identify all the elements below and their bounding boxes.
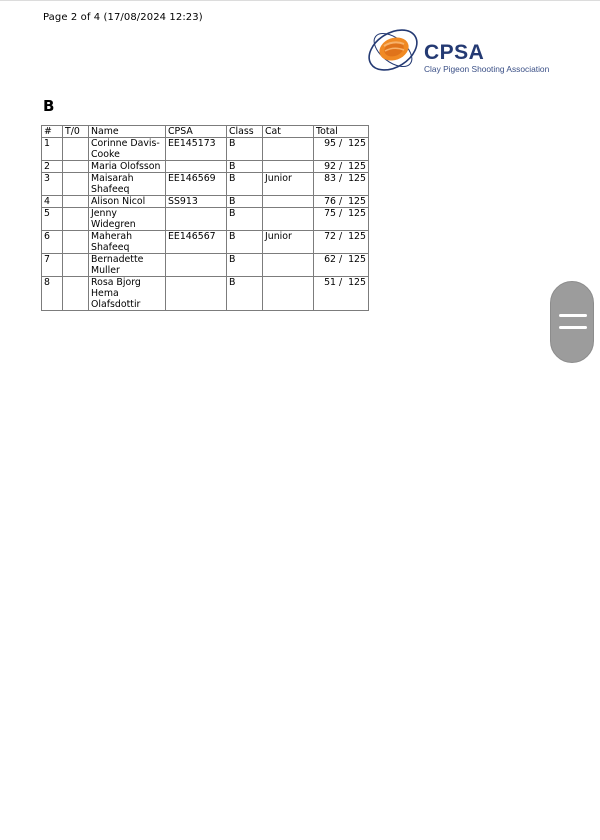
cell-cat: Junior <box>263 231 314 254</box>
cell-cpsa: EE146569 <box>166 173 227 196</box>
cell-position: 3 <box>42 173 63 196</box>
table-row <box>42 231 369 254</box>
results-table <box>41 125 369 311</box>
cell-to <box>63 138 89 161</box>
cell-position: 8 <box>42 277 63 311</box>
cell-total: 75 / 125 <box>314 208 369 231</box>
cell-total: 62 / 125 <box>314 254 369 277</box>
column-header-position: # <box>42 126 63 138</box>
cell-cat <box>263 254 314 277</box>
section-title: B <box>43 97 55 115</box>
cell-cpsa: SS913 <box>166 196 227 208</box>
table-row <box>42 254 369 277</box>
cell-name: Maisarah Shafeeq <box>89 173 166 196</box>
cell-position: 6 <box>42 231 63 254</box>
page-top-border <box>0 0 600 1</box>
page-header: Page 2 of 4 (17/08/2024 12:23) <box>43 12 203 23</box>
cell-name: Bernadette Muller <box>89 254 166 277</box>
cell-class: B <box>227 208 263 231</box>
cell-name: Jenny Widegren <box>89 208 166 231</box>
column-header-class: Class <box>227 126 263 138</box>
cell-name: Rosa Bjorg Hema Olafsdottir <box>89 277 166 311</box>
cell-cat <box>263 277 314 311</box>
logo-wordmark: CPSA <box>424 41 485 64</box>
table-row <box>42 196 369 208</box>
table-row <box>42 208 369 231</box>
drag-handle-bar <box>559 326 587 329</box>
cell-total: 83 / 125 <box>314 173 369 196</box>
cell-to <box>63 161 89 173</box>
cell-total: 51 / 125 <box>314 277 369 311</box>
cell-class: B <box>227 173 263 196</box>
table-row <box>42 277 369 311</box>
column-header-name: Name <box>89 126 166 138</box>
cell-class: B <box>227 138 263 161</box>
cpsa-logo <box>366 22 556 78</box>
table-row <box>42 138 369 161</box>
cell-cat <box>263 208 314 231</box>
cell-position: 5 <box>42 208 63 231</box>
cell-cat: Junior <box>263 173 314 196</box>
cell-class: B <box>227 277 263 311</box>
column-header-cpsa: CPSA <box>166 126 227 138</box>
cell-cpsa <box>166 208 227 231</box>
cell-to <box>63 173 89 196</box>
column-header-total: Total <box>314 126 369 138</box>
cell-position: 7 <box>42 254 63 277</box>
cell-cat <box>263 138 314 161</box>
cell-total: 92 / 125 <box>314 161 369 173</box>
cell-position: 4 <box>42 196 63 208</box>
cell-to <box>63 277 89 311</box>
cell-to <box>63 231 89 254</box>
cell-position: 1 <box>42 138 63 161</box>
table-header-row <box>42 126 369 138</box>
cell-cpsa <box>166 161 227 173</box>
cell-to <box>63 208 89 231</box>
cell-class: B <box>227 231 263 254</box>
cell-cat <box>263 161 314 173</box>
cell-name: Maria Olofsson <box>89 161 166 173</box>
table-row <box>42 161 369 173</box>
cell-total: 95 / 125 <box>314 138 369 161</box>
clay-target-icon <box>366 22 422 76</box>
column-header-to: T/0 <box>63 126 89 138</box>
cell-total: 72 / 125 <box>314 231 369 254</box>
cell-position: 2 <box>42 161 63 173</box>
cell-to <box>63 254 89 277</box>
cell-cpsa <box>166 277 227 311</box>
column-header-cat: Cat <box>263 126 314 138</box>
cell-to <box>63 196 89 208</box>
cell-class: B <box>227 161 263 173</box>
cell-class: B <box>227 196 263 208</box>
logo-subtitle: Clay Pigeon Shooting Association <box>424 64 550 74</box>
cell-cpsa <box>166 254 227 277</box>
cell-class: B <box>227 254 263 277</box>
cell-cpsa: EE145173 <box>166 138 227 161</box>
cell-total: 76 / 125 <box>314 196 369 208</box>
cell-name: Maherah Shafeeq <box>89 231 166 254</box>
cell-cpsa: EE146567 <box>166 231 227 254</box>
table-row <box>42 173 369 196</box>
scroll-handle[interactable] <box>550 281 594 363</box>
cell-name: Alison Nicol <box>89 196 166 208</box>
cell-name: Corinne Davis-Cooke <box>89 138 166 161</box>
cell-cat <box>263 196 314 208</box>
drag-handle-bar <box>559 314 587 317</box>
